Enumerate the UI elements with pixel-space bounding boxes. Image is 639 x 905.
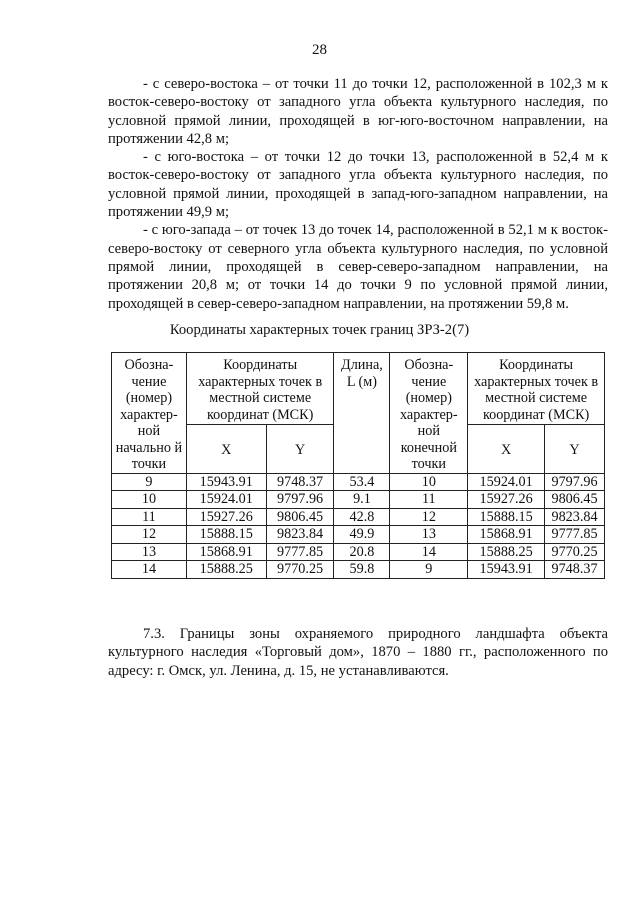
cell-start-y: 9797.96 — [266, 491, 334, 509]
page-number: 28 — [312, 42, 327, 58]
cell-start-point: 12 — [112, 526, 187, 544]
cell-start-x: 15927.26 — [186, 508, 266, 526]
table-title: Координаты характерных точек границ ЗРЗ-2(7) — [169, 322, 470, 338]
cell-end-point: 13 — [390, 526, 468, 544]
cell-end-x: 15927.26 — [468, 491, 545, 509]
cell-start-x: 15868.91 — [186, 543, 266, 561]
cell-start-x: 15888.25 — [186, 561, 266, 579]
cell-start-y: 9770.25 — [266, 561, 334, 579]
cell-start-y: 9823.84 — [266, 526, 334, 544]
cell-end-x: 15943.91 — [468, 561, 545, 579]
table-row — [112, 543, 605, 561]
cell-start-point: 10 — [112, 491, 187, 509]
closing-section — [108, 625, 608, 680]
paragraph-northeast: - с северо-востока – от точки 11 до точки 12, расположенной в 102,3 м к восток-северо-востоку от западного угла объекта культурного наследия, по условной прямой линии, проходящей в юг-юго-восточном направлении, на протяжении 42,8 м; — [108, 76, 608, 147]
coordinates-table — [111, 352, 605, 579]
cell-end-x: 15868.91 — [468, 526, 545, 544]
paragraph-southwest: - с юго-запада – от точек 13 до точек 14, расположенной в 52,1 м к восток-северо-востоку от северного угла объекта культурного наследия, по условной прямой линии, проходящей в север-северо-западном направлении, на протяжении 20,8 м; от точки 14 до точки 9 по условной прямой линии, проходящей в север-северо-западном направлении, на протяжении 59,8 м. — [108, 222, 608, 312]
header-start-x: X — [186, 424, 266, 473]
cell-start-x: 15888.15 — [186, 526, 266, 544]
cell-start-y: 9748.37 — [266, 473, 334, 491]
table-row — [112, 526, 605, 544]
table-row — [112, 473, 605, 491]
header-end-point: Обозна-чение (номер) характер-ной конечной точки — [390, 353, 468, 474]
paragraph-southeast: - с юго-востока – от точки 12 до точки 13, расположенной в 52,4 м к восток-северо-востоку от западного угла объекта культурного наследия, по условной прямой линии, проходящей в запад-юго-западном направлении, на протяжении 49,9 м; — [108, 149, 608, 221]
cell-start-point: 13 — [112, 543, 187, 561]
header-length: Длина, L (м) — [334, 353, 390, 474]
cell-length: 20.8 — [334, 543, 390, 561]
cell-end-point: 14 — [390, 543, 468, 561]
boundary-description — [108, 75, 608, 313]
cell-end-x: 15888.25 — [468, 543, 545, 561]
cell-end-y: 9797.96 — [545, 473, 605, 491]
header-end-coords: Координаты характерных точек в местной системе координат (МСК) — [468, 353, 605, 425]
header-end-x: X — [468, 424, 545, 473]
cell-end-point: 10 — [390, 473, 468, 491]
header-end-y: Y — [545, 424, 605, 473]
cell-end-y: 9770.25 — [545, 543, 605, 561]
header-start-coords: Координаты характерных точек в местной системе координат (МСК) — [186, 353, 334, 425]
cell-start-point: 14 — [112, 561, 187, 579]
cell-length: 49.9 — [334, 526, 390, 544]
table-row — [112, 561, 605, 579]
cell-start-y: 9806.45 — [266, 508, 334, 526]
cell-end-y: 9777.85 — [545, 526, 605, 544]
table-row — [112, 508, 605, 526]
cell-length: 59.8 — [334, 561, 390, 579]
closing-paragraph: 7.3. Границы зоны охраняемого природного ландшафта объекта культурного наследия «Торговый дом», 1870 – 1880 гг., расположенного по адресу: г. Омск, ул. Ленина, д. 15, не устанавливаются. — [108, 626, 608, 679]
header-start-point: Обозна-чение (номер) характер-ной начально й точки — [112, 353, 187, 474]
header-start-y: Y — [266, 424, 334, 473]
cell-length: 53.4 — [334, 473, 390, 491]
cell-length: 42.8 — [334, 508, 390, 526]
cell-end-x: 15888.15 — [468, 508, 545, 526]
cell-end-point: 11 — [390, 491, 468, 509]
cell-end-y: 9823.84 — [545, 508, 605, 526]
cell-start-y: 9777.85 — [266, 543, 334, 561]
cell-start-point: 11 — [112, 508, 187, 526]
cell-end-y: 9806.45 — [545, 491, 605, 509]
cell-end-point: 12 — [390, 508, 468, 526]
cell-start-point: 9 — [112, 473, 187, 491]
cell-end-point: 9 — [390, 561, 468, 579]
cell-start-x: 15943.91 — [186, 473, 266, 491]
cell-start-x: 15924.01 — [186, 491, 266, 509]
cell-end-x: 15924.01 — [468, 473, 545, 491]
table-row — [112, 491, 605, 509]
cell-end-y: 9748.37 — [545, 561, 605, 579]
cell-length: 9.1 — [334, 491, 390, 509]
